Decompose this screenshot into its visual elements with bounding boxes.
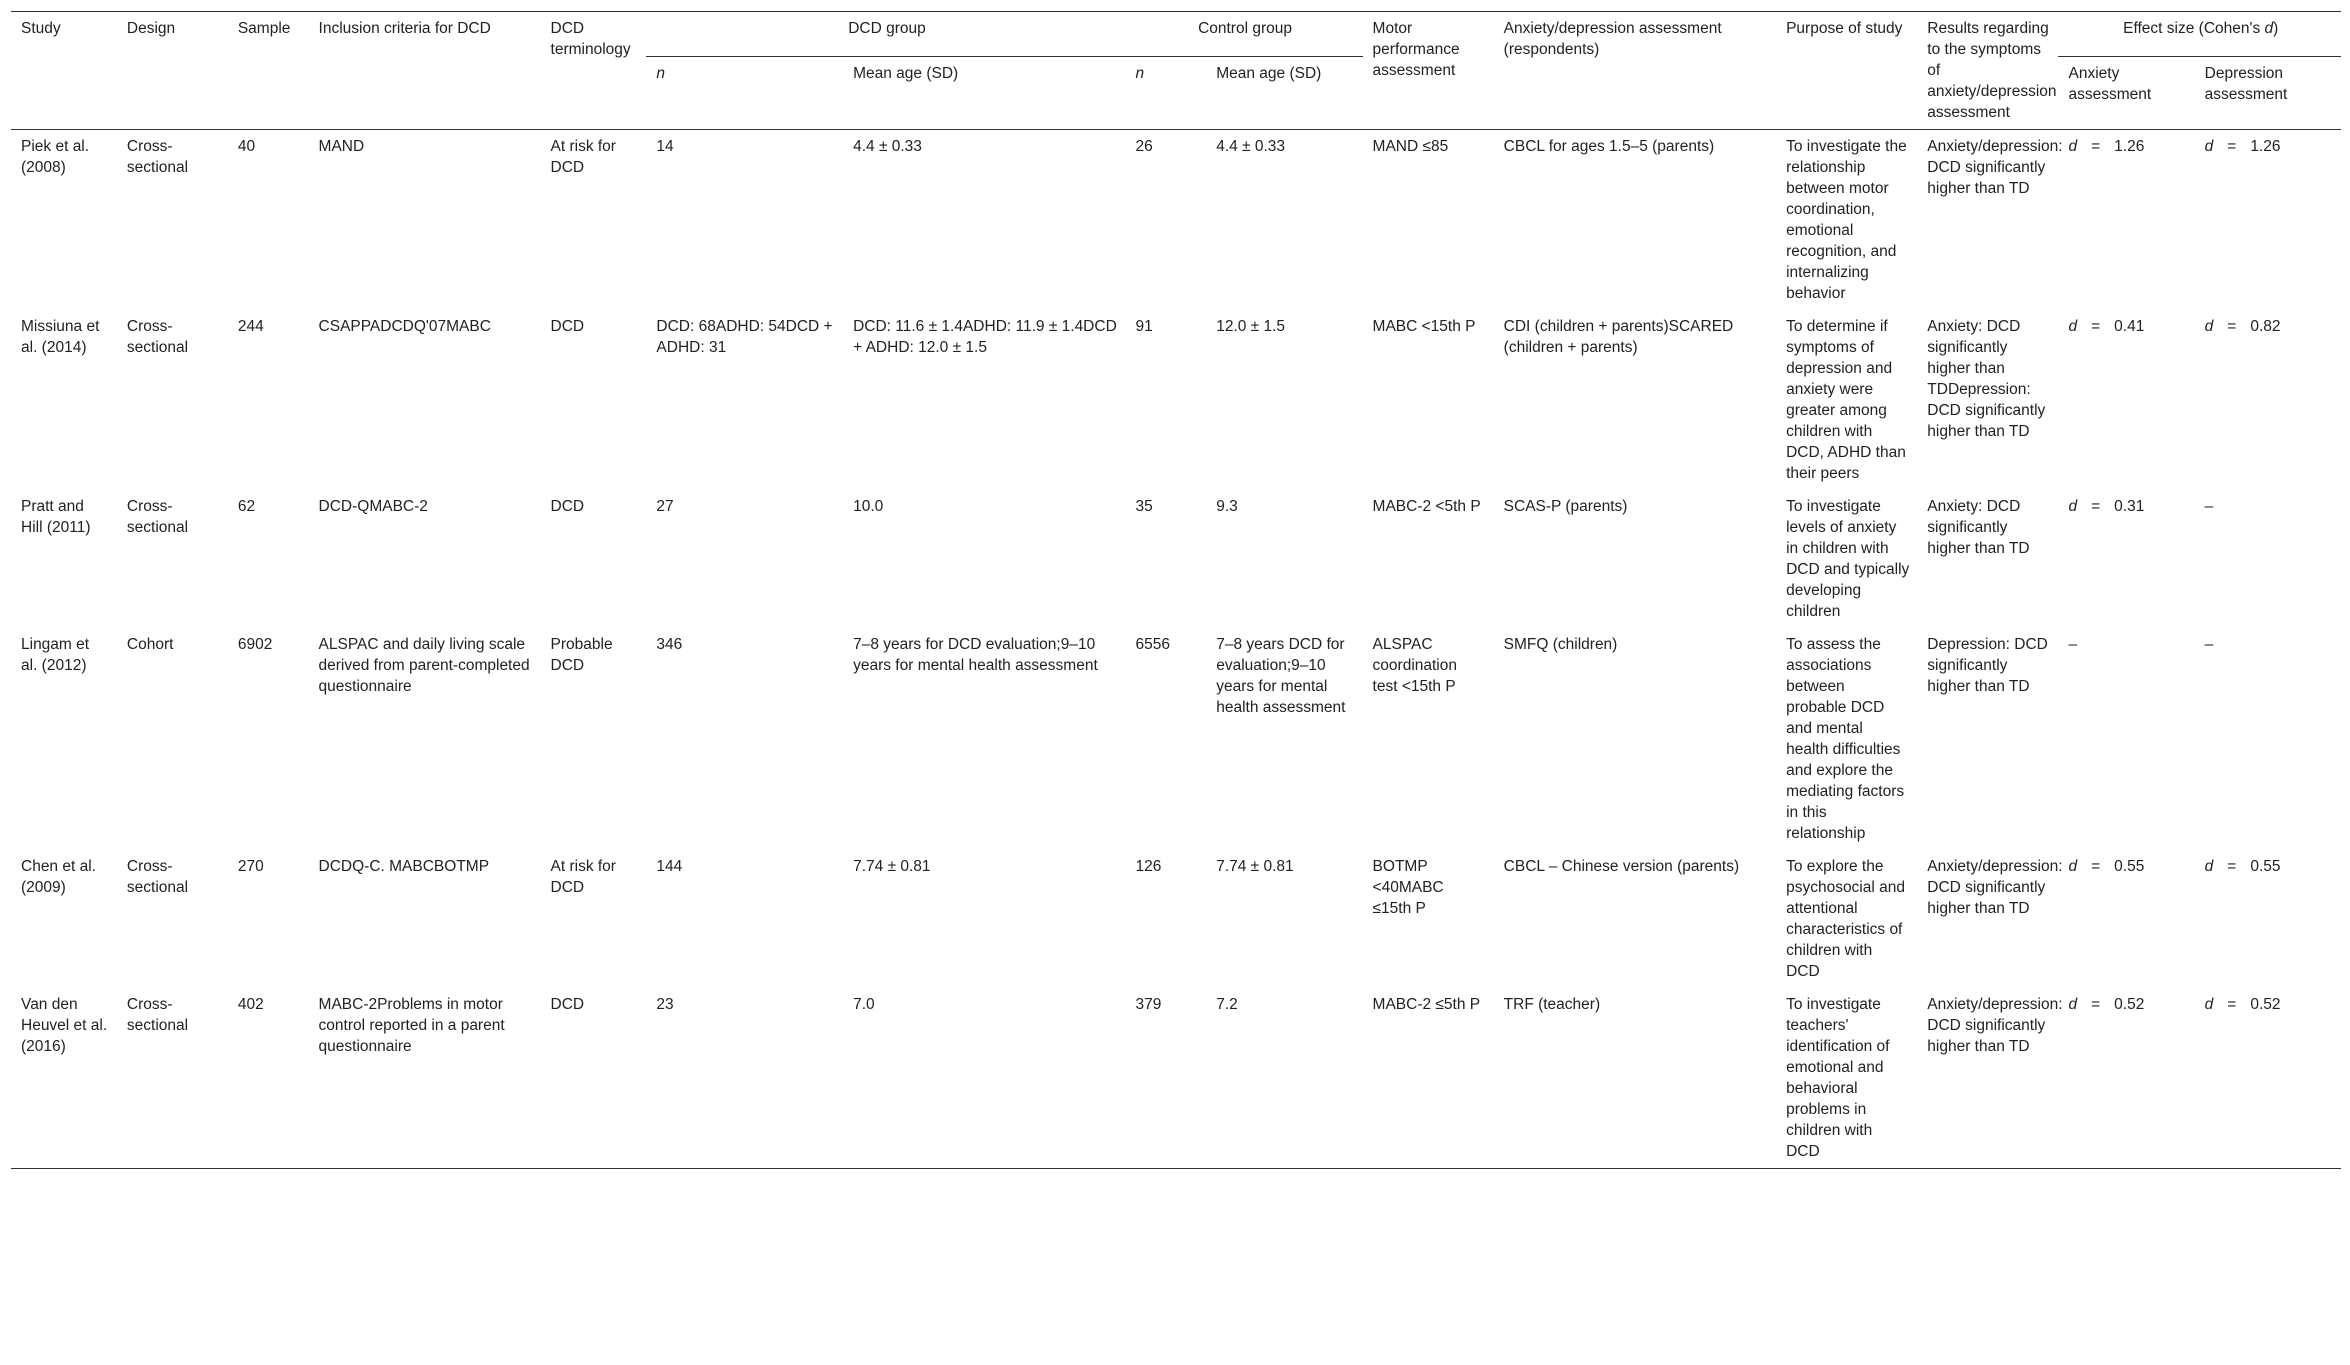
cell-results: Anxiety/depression: DCD significantly higher than TD [1927, 858, 2063, 917]
header-dcd-n: n [646, 57, 843, 130]
cell-depression-effect [2195, 490, 2341, 628]
table-row [11, 628, 2341, 850]
cell-inclusion: CSAPPADCDQ'07MABC [318, 318, 491, 335]
cell-study: Chen et al. (2009) [21, 858, 96, 896]
equals-sign: = [2091, 996, 2101, 1013]
effect-value: 0.55 [2250, 858, 2281, 875]
header-depression-col: Depression assessment [2195, 57, 2341, 130]
cell-assessment: SMFQ (children) [1503, 636, 1618, 653]
cell-inclusion: ALSPAC and daily living scale derived from parent-completed questionnaire [318, 636, 530, 695]
header-effect-size [2058, 12, 2341, 57]
cell-anxiety-effect [2058, 490, 2194, 628]
cell-design: Cross-sectional [126, 498, 189, 536]
cell-anxiety-effect [2058, 130, 2194, 311]
cell-results: Depression: DCD significantly higher than TD [1927, 636, 2048, 695]
cell-sample: 62 [237, 498, 256, 515]
cell-control-n: 379 [1126, 988, 1207, 1169]
cell-sample: 270 [237, 858, 264, 875]
cell-control-age: 7.74 ± 0.81 [1216, 858, 1294, 875]
table-row [11, 310, 2341, 490]
cell-control-age: 4.4 ± 0.33 [1216, 138, 1286, 155]
cell-assessment: SCAS-P (parents) [1503, 498, 1628, 515]
header-purpose: Purpose of study [1776, 12, 1917, 130]
table-row [11, 490, 2341, 628]
cell-motor: MAND ≤85 [1372, 138, 1449, 155]
header-results: Results regarding to the symptoms of anxiety/depression assessment [1917, 12, 2058, 130]
cell-motor: BOTMP <40MABC ≤15th P [1372, 858, 1444, 917]
cell-results: Anxiety: DCD significantly higher than TDDepression: DCD significantly higher than TD [1927, 318, 2046, 440]
cell-control-n: 26 [1135, 138, 1153, 155]
equals-sign: = [2091, 318, 2101, 335]
table-header [11, 12, 2341, 130]
effect-value: 1.26 [2250, 138, 2281, 155]
cell-purpose: To investigate teachers' identification of emotional and behavioral problems in children with DCD [1776, 988, 1917, 1169]
header-dcd-mean-age: Mean age (SD) [843, 57, 1125, 130]
effect-size-suffix: ) [2273, 20, 2279, 37]
cell-design: Cohort [126, 636, 174, 653]
header-terminology: DCD terminology [541, 12, 647, 130]
d-symbol: d [2204, 858, 2214, 875]
cell-results: Anxiety/depression: DCD significantly higher than TD [1927, 138, 2063, 197]
cell-design: Cross-sectional [126, 858, 189, 896]
cell-assessment: CBCL for ages 1.5–5 (parents) [1503, 138, 1715, 155]
no-value-dash: – [2204, 636, 2214, 653]
cell-assessment: TRF (teacher) [1494, 988, 1776, 1169]
cell-dcd-age: 7–8 years for DCD evaluation;9–10 years for mental health assessment [853, 636, 1098, 674]
cell-dcd-age: DCD: 11.6 ± 1.4ADHD: 11.9 ± 1.4DCD + ADHD: 12.0 ± 1.5 [853, 318, 1117, 356]
equals-sign: = [2227, 996, 2237, 1013]
cell-depression-effect [2195, 130, 2341, 311]
d-symbol: d [2204, 318, 2214, 335]
header-motor: Motor performance assessment [1363, 12, 1494, 130]
cell-terminology: DCD [550, 498, 585, 515]
cell-study: Pratt and Hill (2011) [21, 498, 91, 536]
cell-control-n: 91 [1135, 318, 1153, 335]
d-symbol: d [2068, 138, 2078, 155]
cell-dcd-age: 10.0 [853, 498, 884, 515]
effect-value: 0.82 [2250, 318, 2281, 335]
cell-assessment: CBCL – Chinese version (parents) [1503, 858, 1740, 875]
no-value-dash: – [2204, 498, 2214, 515]
cell-sample: 40 [237, 138, 256, 155]
cell-terminology: At risk for DCD [550, 138, 616, 176]
cell-dcd-n: 14 [656, 138, 674, 155]
equals-sign: = [2227, 858, 2237, 875]
cell-inclusion: MAND [318, 138, 365, 155]
cell-design: Cross-sectional [117, 988, 228, 1169]
cell-sample: 6902 [237, 636, 273, 653]
cell-study: Piek et al. (2008) [21, 138, 90, 176]
study-table [11, 11, 2341, 1169]
d-symbol: d [2068, 996, 2078, 1013]
header-control-group: Control group [1126, 12, 1363, 57]
cell-control-n: 35 [1135, 498, 1153, 515]
header-inclusion: Inclusion criteria for DCD [309, 12, 541, 130]
cell-depression-effect [2195, 310, 2341, 490]
d-symbol: d [2204, 996, 2214, 1013]
header-anxiety-col: Anxiety assessment [2058, 57, 2194, 130]
cell-motor: MABC <15th P [1372, 318, 1476, 335]
cell-terminology: DCD [550, 318, 585, 335]
cell-depression-effect [2195, 850, 2341, 988]
cell-control-age: 12.0 ± 1.5 [1216, 318, 1286, 335]
equals-sign: = [2091, 138, 2101, 155]
cell-control-age: 9.3 [1216, 498, 1238, 515]
cell-sample: 244 [237, 318, 264, 335]
cell-control-age: 7.2 [1206, 988, 1362, 1169]
cell-purpose: To determine if symptoms of depression and anxiety were greater among children with DCD, ADHD than their peers [1786, 318, 1906, 482]
cell-depression-effect [2195, 988, 2341, 1169]
cell-inclusion: DCDQ-C. MABCBOTMP [318, 858, 490, 875]
equals-sign: = [2091, 858, 2101, 875]
cell-terminology: At risk for DCD [550, 858, 616, 896]
cell-control-n: 6556 [1135, 636, 1170, 653]
cell-control-n: 126 [1135, 858, 1162, 875]
cell-anxiety-effect [2058, 310, 2194, 490]
effect-size-prefix: Effect size (Cohen's [2123, 20, 2265, 37]
equals-sign: = [2091, 498, 2101, 515]
equals-sign: = [2227, 138, 2237, 155]
cell-study: Lingam et al. (2012) [21, 636, 90, 674]
d-symbol: d [2068, 498, 2078, 515]
cell-motor: ALSPAC coordination test <15th P [1372, 636, 1457, 695]
cell-dcd-n: 27 [656, 498, 674, 515]
header-dcd-group: DCD group [646, 12, 1125, 57]
cell-dcd-age: 7.74 ± 0.81 [853, 858, 931, 875]
cell-study: Missiuna et al. (2014) [21, 318, 100, 356]
cell-dcd-n: 144 [656, 858, 683, 875]
cell-anxiety-effect [2058, 988, 2194, 1169]
cell-assessment: CDI (children + parents)SCARED (children + parents) [1503, 318, 1734, 356]
cell-purpose: To investigate levels of anxiety in children with DCD and typically developing children [1786, 498, 1910, 620]
cell-design: Cross-sectional [126, 138, 189, 176]
cell-anxiety-effect [2058, 850, 2194, 988]
equals-sign: = [2227, 318, 2237, 335]
table-row [11, 130, 2341, 311]
effect-value: 0.52 [2250, 996, 2281, 1013]
cell-design: Cross-sectional [126, 318, 189, 356]
header-control-n: n [1126, 57, 1207, 130]
cell-results: Anxiety/depression: DCD significantly higher than TD [1917, 988, 2058, 1169]
cell-depression-effect [2195, 628, 2341, 850]
cell-purpose: To investigate the relationship between motor coordination, emotional recognition, and internalizing behavior [1786, 138, 1907, 302]
header-control-mean-age: Mean age (SD) [1206, 57, 1362, 130]
effect-value: 1.26 [2114, 138, 2145, 155]
cell-terminology: DCD [541, 988, 647, 1169]
cell-dcd-age: 7.0 [843, 988, 1125, 1169]
cell-results: Anxiety: DCD significantly higher than TD [1927, 498, 2030, 557]
header-anxiety-assessment: Anxiety/depression assessment (respondents) [1494, 12, 1776, 130]
cell-dcd-n: DCD: 68ADHD: 54DCD + ADHD: 31 [656, 318, 833, 356]
cell-inclusion: MABC-2Problems in motor control reported in a parent questionnaire [309, 988, 541, 1169]
effect-size-d: d [2264, 20, 2274, 37]
d-symbol: d [2068, 858, 2078, 875]
cell-motor: MABC-2 <5th P [1372, 498, 1481, 515]
cell-purpose: To assess the associations between probable DCD and mental health difficulties and explore the mediating factors in this relationship [1786, 636, 1905, 842]
table-row [11, 850, 2341, 988]
effect-value: 0.31 [2114, 498, 2145, 515]
header-study: Study [11, 12, 117, 130]
effect-value: 0.52 [2114, 996, 2145, 1013]
effect-value: 0.41 [2114, 318, 2145, 335]
cell-dcd-n: 23 [646, 988, 843, 1169]
header-sample: Sample [228, 12, 309, 130]
no-value-dash: – [2068, 636, 2078, 653]
cell-anxiety-effect [2058, 628, 2194, 850]
cell-study: Van den Heuvel et al. (2016) [11, 988, 117, 1169]
cell-dcd-n: 346 [656, 636, 683, 653]
cell-motor: MABC-2 ≤5th P [1363, 988, 1494, 1169]
effect-value: 0.55 [2114, 858, 2145, 875]
d-symbol: d [2204, 138, 2214, 155]
cell-inclusion: DCD-QMABC-2 [318, 498, 428, 515]
cell-purpose: To explore the psychosocial and attentional characteristics of children with DCD [1786, 858, 1905, 980]
table-body [11, 130, 2341, 1169]
header-design: Design [117, 12, 228, 130]
cell-sample: 402 [228, 988, 309, 1169]
table-row [11, 988, 2341, 1169]
cell-terminology: Probable DCD [550, 636, 613, 674]
cell-control-age: 7–8 years DCD for evaluation;9–10 years for mental health assessment [1216, 636, 1346, 716]
d-symbol: d [2068, 318, 2078, 335]
cell-dcd-age: 4.4 ± 0.33 [853, 138, 922, 155]
